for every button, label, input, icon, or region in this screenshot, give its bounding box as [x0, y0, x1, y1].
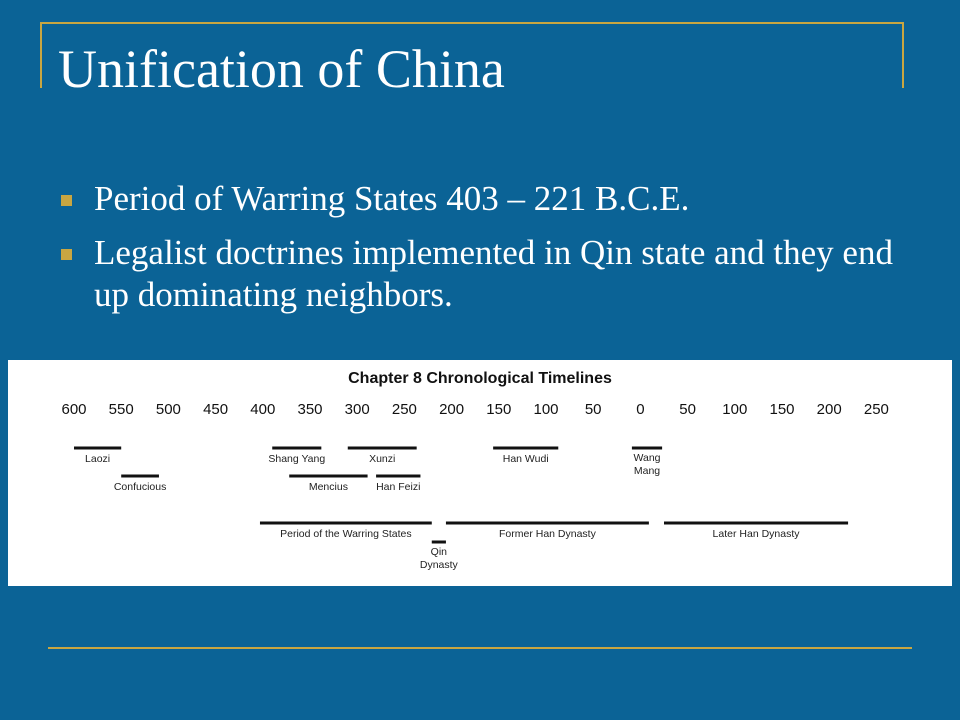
timeline-event-label: Confucious	[113, 481, 167, 493]
timeline-event-label: Han Wudi	[502, 453, 549, 465]
timeline-event-label: Xunzi	[369, 453, 396, 465]
top-accent-line	[40, 22, 904, 24]
timeline-event-label: Later Han Dynasty	[712, 528, 800, 540]
timeline-tick-label: 250	[391, 401, 417, 418]
timeline-tick-label: 450	[203, 401, 229, 418]
timeline-tick-label: 600	[61, 401, 87, 418]
timeline-event-label: Qin Dynasty	[419, 546, 458, 571]
timeline-tick-label: 200	[816, 401, 842, 418]
bullet-item	[58, 178, 918, 220]
bullet-text: Period of Warring States 403 – 221 B.C.E.	[94, 179, 690, 218]
timeline-event-bar	[446, 522, 649, 525]
bullet-list	[58, 178, 918, 328]
timeline-event-label: Period of the Warring States	[280, 528, 412, 540]
timeline-event-bar	[74, 447, 121, 450]
bullet-item	[58, 232, 918, 316]
timeline-event-bar	[289, 475, 367, 478]
timeline-event-bar	[432, 541, 446, 544]
timeline-event-label: Wang Mang	[633, 452, 661, 477]
timeline-tick-label: 400	[250, 401, 276, 418]
timeline-tick-label: 0	[636, 401, 645, 418]
timeline-event-label: Han Feizi	[376, 481, 421, 493]
timeline-event-bar	[632, 447, 662, 450]
bullet-text: Legalist doctrines implemented in Qin state and they end up dominating neighbors.	[94, 233, 893, 314]
square-bullet-icon	[61, 249, 72, 260]
timeline-tick-label: 100	[722, 401, 748, 418]
left-accent-line	[40, 22, 42, 88]
right-accent-line	[902, 22, 904, 88]
timeline-tick-label: 300	[344, 401, 370, 418]
timeline-event-bar	[272, 447, 321, 450]
timeline-tick-label: 150	[769, 401, 795, 418]
timeline-svg	[8, 360, 952, 586]
timeline-figure	[8, 360, 952, 586]
timeline-tick-label: 100	[533, 401, 559, 418]
timeline-event-label: Shang Yang	[268, 453, 326, 465]
timeline-event-bar	[348, 447, 417, 450]
timeline-tick-label: 150	[486, 401, 512, 418]
timeline-events	[74, 447, 848, 572]
timeline-tick-label: 50	[679, 401, 696, 418]
timeline-event-bar	[376, 475, 420, 478]
timeline-tick-label: 550	[108, 401, 134, 418]
timeline-event-label: Laozi	[85, 453, 111, 465]
timeline-tick-label: 350	[297, 401, 323, 418]
slide-title: Unification of China	[58, 39, 505, 99]
timeline-event-bar	[260, 522, 432, 525]
timeline-tick-label: 500	[155, 401, 181, 418]
timeline-event-label: Former Han Dynasty	[498, 528, 596, 540]
timeline-tick-label: 50	[584, 401, 602, 418]
bottom-accent-line	[48, 647, 912, 649]
timeline-event-label: Mencius	[308, 481, 348, 493]
timeline-tick-label: 250	[863, 401, 889, 418]
timeline-title: Chapter 8 Chronological Timelines	[348, 370, 612, 387]
square-bullet-icon	[61, 195, 72, 206]
timeline-event-bar	[664, 522, 848, 525]
timeline-tick-label: 200	[439, 401, 465, 418]
timeline-year-axis	[61, 401, 888, 418]
timeline-event-bar	[121, 475, 159, 478]
timeline-event-bar	[493, 447, 558, 450]
